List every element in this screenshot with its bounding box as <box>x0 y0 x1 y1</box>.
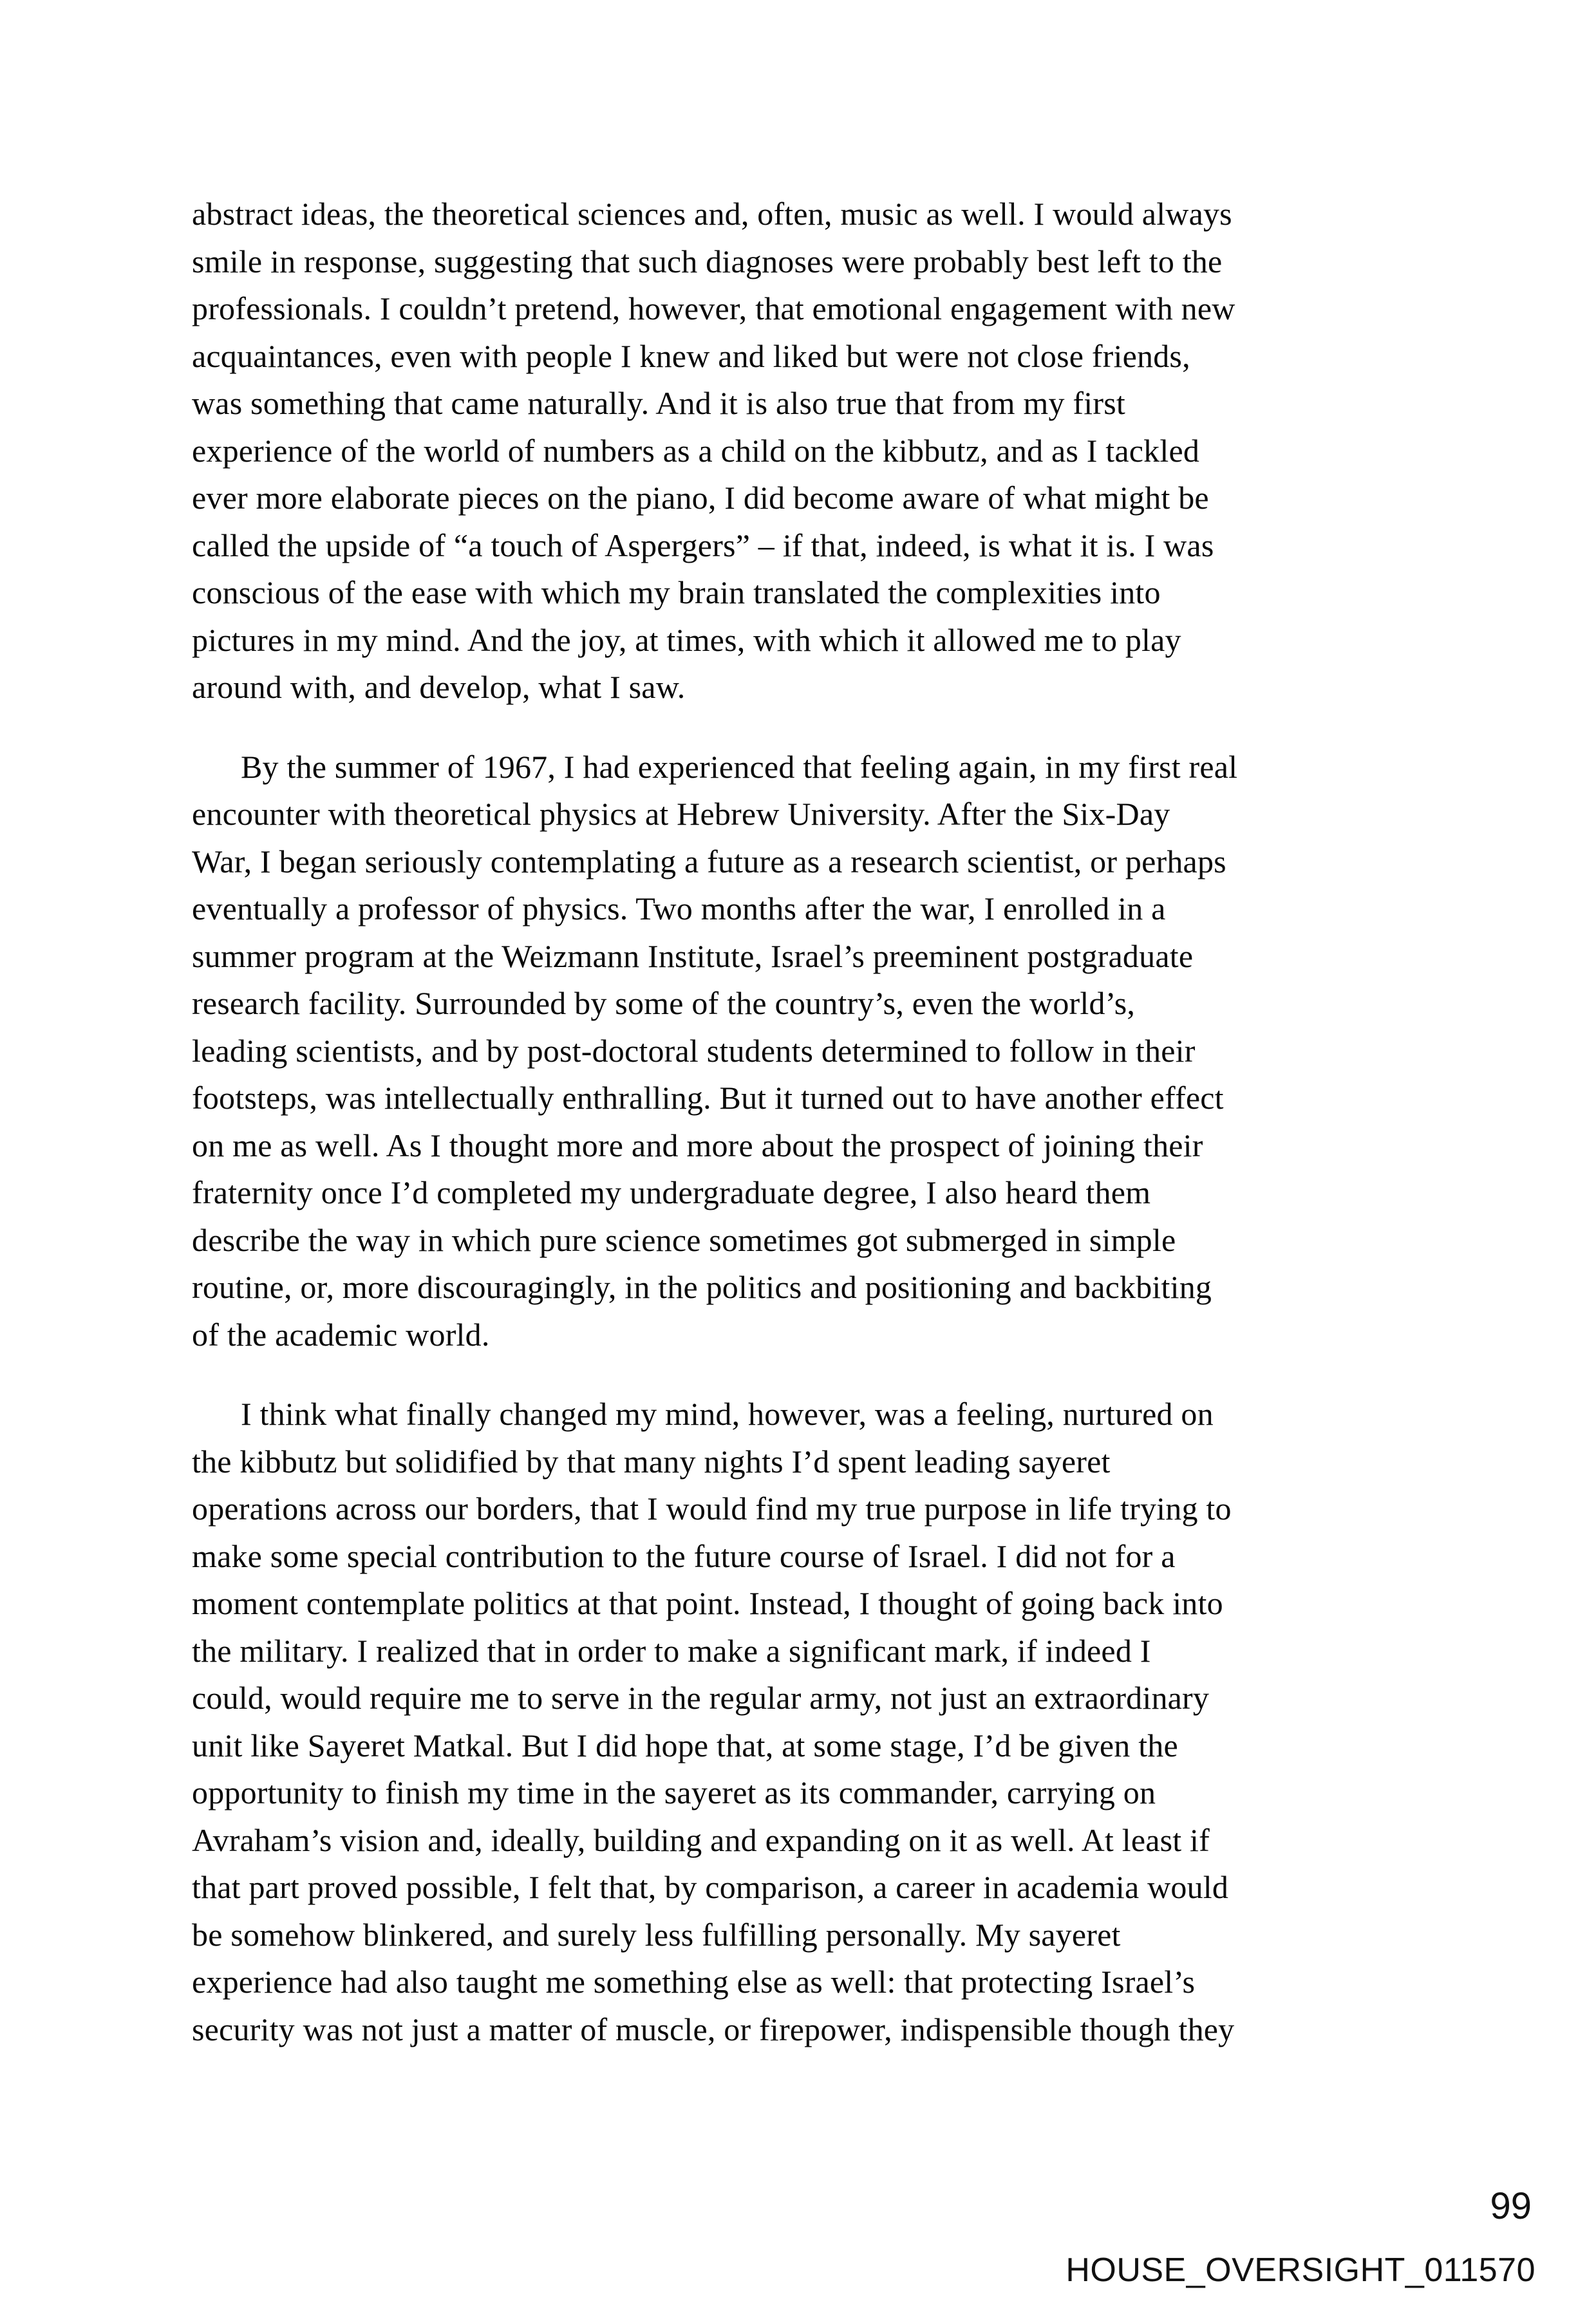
text-line: ever more elaborate pieces on the piano, I did become aware of what might be <box>192 480 1209 516</box>
text-line: acquaintances, even with people I knew and liked but were not close friends, <box>192 337 1190 374</box>
text-line: operations across our borders, that I would find my true purpose in life trying to <box>192 1490 1232 1527</box>
text-line: pictures in my mind. And the joy, at times, with which it allowed me to play <box>192 621 1181 658</box>
text-line: unit like Sayeret Matkal. But I did hope that, at some stage, I’d be given the <box>192 1727 1178 1763</box>
text-line: conscious of the ease with which my brain translated the complexities into <box>192 574 1161 610</box>
text-line: could, would require me to serve in the regular army, not just an extraordinary <box>192 1680 1210 1716</box>
text-line: routine, or, more discouragingly, in the politics and positioning and backbiting <box>192 1269 1212 1305</box>
text-line: around with, and develop, what I saw. <box>192 669 686 705</box>
text-line: the military. I realized that in order to make a significant mark, if indeed I <box>192 1632 1151 1669</box>
text-line: the kibbutz but solidified by that many nights I’d spent leading sayeret <box>192 1443 1111 1480</box>
text-line: abstract ideas, the theoretical sciences and, often, music as well. I would always <box>192 196 1232 232</box>
page-number: 99 <box>1490 2185 1532 2227</box>
bates-stamp: HOUSE_OVERSIGHT_011570 <box>1066 2251 1535 2289</box>
text-line: opportunity to finish my time in the sayeret as its commander, carrying on <box>192 1774 1156 1810</box>
paragraph <box>192 1391 1415 2053</box>
text-line: research facility. Surrounded by some of the country’s, even the world’s, <box>192 985 1136 1021</box>
text-line: I think what finally changed my mind, however, was a feeling, nurtured on <box>241 1396 1214 1432</box>
text-line: of the academic world. <box>192 1316 490 1353</box>
text-line: encounter with theoretical physics at Hebrew University. After the Six-Day <box>192 796 1170 832</box>
text-line: professionals. I couldn’t pretend, however, that emotional engagement with new <box>192 290 1235 326</box>
text-line: By the summer of 1967, I had experienced that feeling again, in my first real <box>241 748 1238 785</box>
text-line: experience of the world of numbers as a child on the kibbutz, and as I tackled <box>192 432 1200 469</box>
text-line: make some special contribution to the future course of Israel. I did not for a <box>192 1537 1176 1574</box>
paragraph <box>192 744 1415 1359</box>
text-line: security was not just a matter of muscle, or firepower, indispensible though they <box>192 2011 1235 2047</box>
text-line: smile in response, suggesting that such diagnoses were probably best left to the <box>192 243 1223 279</box>
text-line: footsteps, was intellectually enthralling. But it turned out to have another effect <box>192 1080 1224 1116</box>
text-line: leading scientists, and by post-doctoral students determined to follow in their <box>192 1032 1196 1069</box>
text-line: describe the way in which pure science sometimes got submerged in simple <box>192 1221 1176 1258</box>
text-line: on me as well. As I thought more and more about the prospect of joining their <box>192 1127 1203 1163</box>
text-line: called the upside of “a touch of Aspergers” – if that, indeed, is what it is. I was <box>192 527 1214 563</box>
text-line: eventually a professor of physics. Two months after the war, I enrolled in a <box>192 890 1166 926</box>
text-line: Avraham’s vision and, ideally, building and expanding on it as well. At least if <box>192 1821 1210 1858</box>
paragraph <box>192 191 1415 711</box>
text-line: experience had also taught me something else as well: that protecting Israel’s <box>192 1964 1196 2000</box>
text-line: was something that came naturally. And it is also true that from my first <box>192 385 1125 421</box>
text-line: that part proved possible, I felt that, by comparison, a career in academia would <box>192 1869 1229 1905</box>
text-line: summer program at the Weizmann Institute, Israel’s preeminent postgraduate <box>192 937 1194 974</box>
text-line: fraternity once I’d completed my undergraduate degree, I also heard them <box>192 1174 1151 1210</box>
text-line: moment contemplate politics at that point. Instead, I thought of going back into <box>192 1585 1223 1621</box>
text-line: War, I began seriously contemplating a future as a research scientist, or perhaps <box>192 843 1226 879</box>
text-line: be somehow blinkered, and surely less fulfilling personally. My sayeret <box>192 1916 1121 1953</box>
document-body <box>192 191 1415 2053</box>
